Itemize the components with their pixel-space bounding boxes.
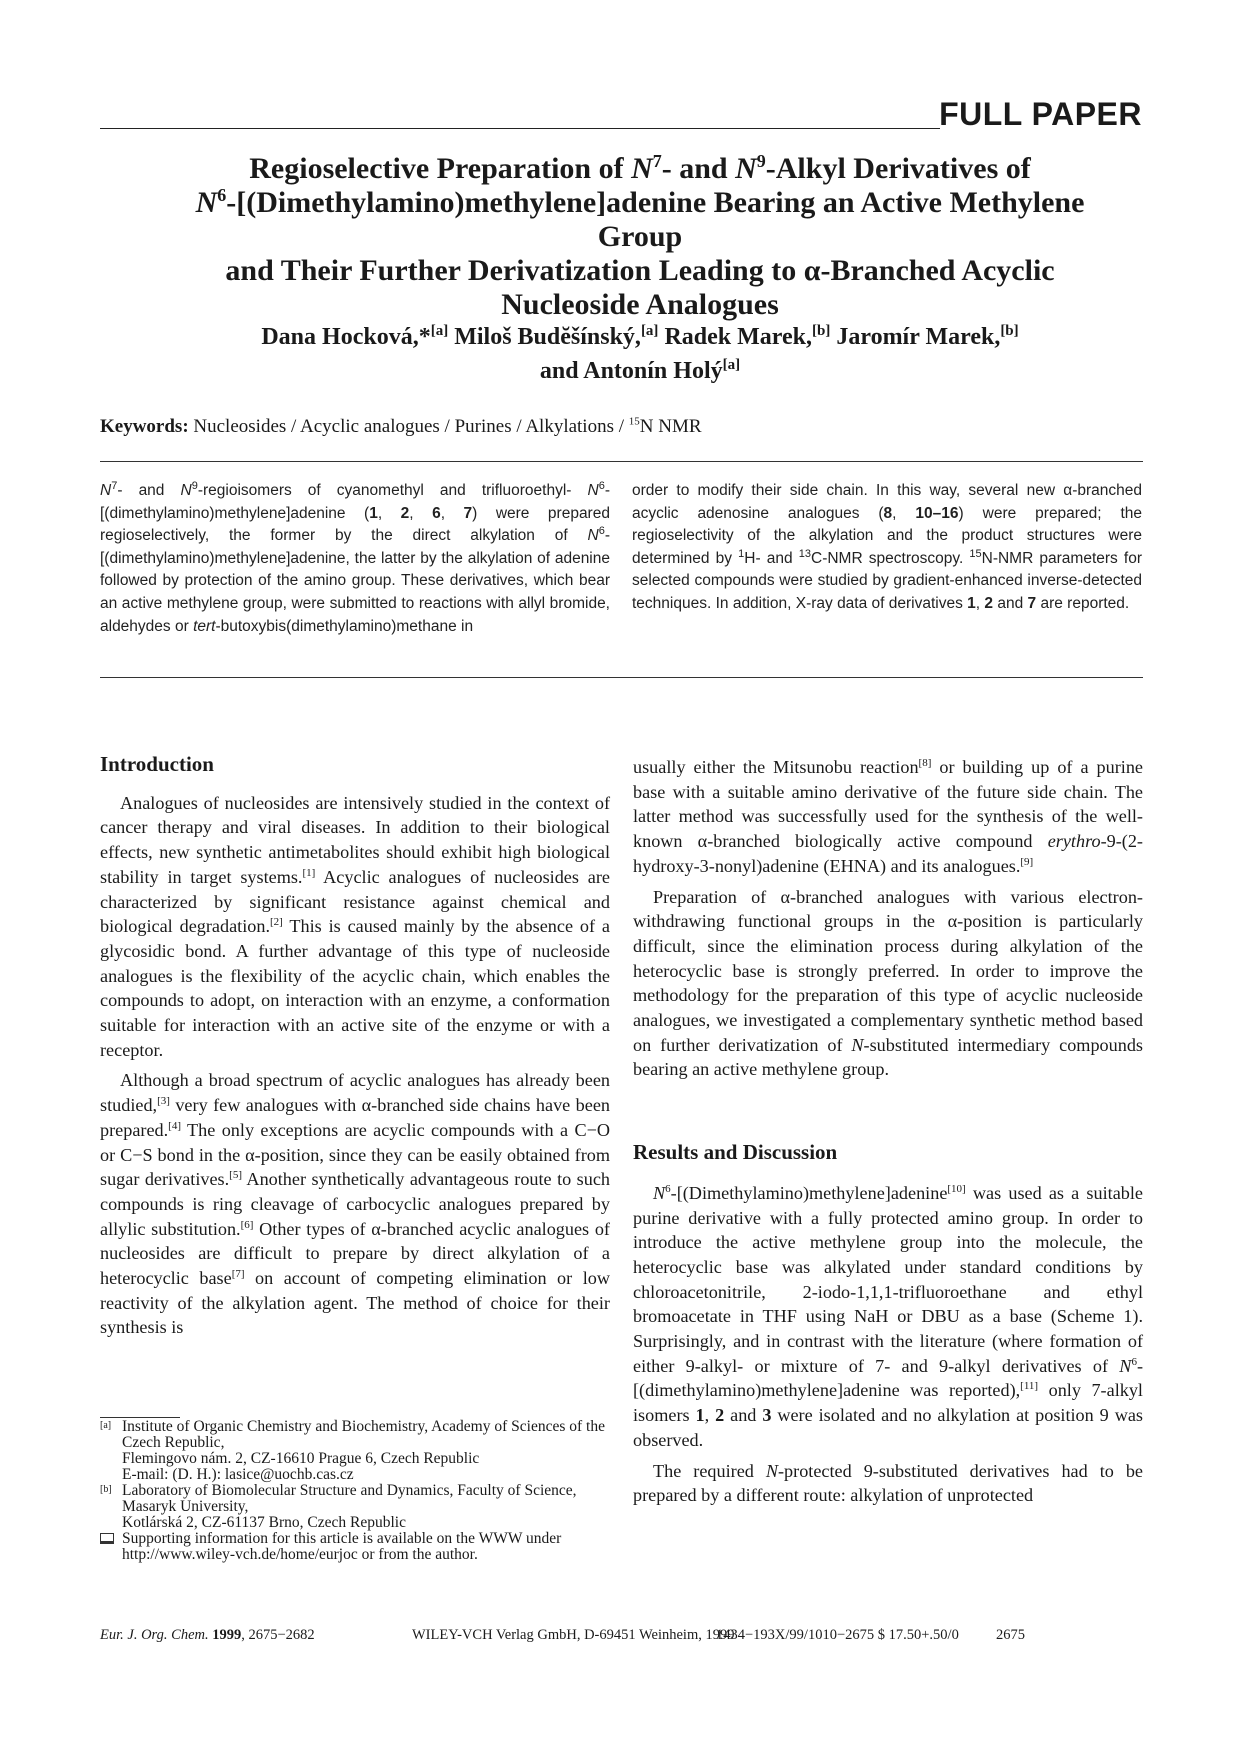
journal-citation: Eur. J. Org. Chem. 1999, 2675−2682 bbox=[100, 1627, 315, 1643]
section-label: FULL PAPER bbox=[939, 96, 1142, 132]
computer-icon bbox=[100, 1533, 114, 1544]
author-list: Dana Hocková,*[a] Miloš Budĕšínský,[a] Radek Marek,[b] Jaromír Marek,[b] and Antonín Holý[a] bbox=[261, 323, 1019, 384]
section-heading-introduction: Introduction bbox=[100, 752, 214, 776]
section-heading-results: Results and Discussion bbox=[633, 1140, 838, 1165]
issn: 1434−193X/99/1010−2675 $ 17.50+.50/0 bbox=[716, 1627, 959, 1643]
footnote-a: [a] Institute of Organic Chemistry and Biochemistry, Academy of Sciences of the Czech Republic, Flemingovo nám. 2, CZ-16610 Prague 6, Czech Republic E-mail: (D. H.): lasice@uochb.cas.cz bbox=[100, 1418, 605, 1483]
abstract-left: $N^7-$ and $N^9$-regioisomers of cyanomethyl and trifluoroethyl- $N^6-[(dimethylamino)methylene]adenine$ (1, 2, 6, 7) were prepared regioselectively, the former by the direct alkylation of $N^6-[(dimethylamino)methylene]adenine$, the latter by the alkylation of adenine followed by protection of the amino group. These derivatives, which bear an active methylene group, were submitted to reactions with allyl bromide, aldehydes or tert-butoxybis(dimethylamino)methane in bbox=[100, 479, 611, 635]
header-rule bbox=[100, 128, 940, 129]
keywords: Keywords: Nucleosides / Acyclic analogues / Purines / Alkylations / $^{15}$N NMR bbox=[100, 415, 702, 437]
footnote-b: [b] Laboratory of Biomolecular Structure and Dynamics, Faculty of Science, Masaryk University, Kotlárská 2, CZ-61137 Brno, Czech Republic bbox=[100, 1482, 577, 1531]
footnotes bbox=[100, 1419, 610, 1563]
paragraph: Analogues of nucleosides are intensively studied in the context of cancer therapy and viral diseases. In addition to their biological effects, new synthetic antimetabolites should exhibit high biological stability in target systems.[1] Acyclic analogues of nucleosides are characterized by significant resistance against chemical and biological degradation.[2] This is caused mainly by the absence of a glycosidic bond. A further advantage of this type of nucleoside analogues is the flexibility of the acyclic chain, which enables the compounds to adopt, on interaction with an enzyme, a conformation suitable for interaction with an active site of the enzyme or with a receptor. bbox=[100, 792, 610, 1060]
paragraph: Preparation of α-branched analogues with various electron-withdrawing functional groups in the α-position is particularly difficult, since the elimination process during alkylation of the heterocyclic base is strongly preferred. In order to improve the methodology for the preparation of this type of acyclic nucleoside analogues, we investigated a complementary synthetic method based on further derivatization of N-substituted intermediary compounds bearing an active methylene group. bbox=[633, 886, 1143, 1080]
paragraph: The required N-protected 9-substituted derivatives had to be prepared by a different route: alkylation of unprotected bbox=[633, 1460, 1143, 1506]
paragraph: $N^6-[(Dimethylamino)methylene]adenine[10]$ was used as a suitable purine derivative with a fully protected amino group. In order to introduce the active methylene group into the molecule, the heterocyclic base was alkylated under standard conditions by chloroacetonitrile, 2-iodo-1,1,1-trifluoroethane and ethyl bromoacetate in THF using NaH or DBU as a base (Scheme 1). Surprisingly, and in contrast with the literature (where formation of either 9-alkyl- or mixture of 7- and 9-alkyl derivatives of $N^6-[(dimethylamino)methylene]adenine$ was reported),[11] only 7-alkyl isomers 1, 2 and 3 were isolated and no alkylation at position 9 was observed. bbox=[633, 1182, 1143, 1450]
abstract-top-rule bbox=[100, 461, 1143, 462]
abstract-bottom-rule bbox=[100, 677, 1143, 678]
abstract-right: order to modify their side chain. In this way, several new α-branched acyclic adenosine analogues (8, 10–16) were prepared; the regioselectivity of the alkylation and the product structures were determined by $^1$H- and $^{13}$C-NMR spectroscopy. $^{15}$N-NMR parameters for selected compounds were studied by gradient-enhanced inverse-detected techniques. In addition, X-ray data of derivatives 1, 2 and 7 are reported. bbox=[632, 482, 1142, 612]
footnote-supporting-info: Supporting information for this article is available on the WWW under http://www.wiley-vch.de/home/eurjoc or from the author. bbox=[100, 1531, 610, 1563]
left-column bbox=[100, 752, 610, 1340]
page-number: 2675 bbox=[996, 1627, 1025, 1643]
publisher: WILEY-VCH Verlag GmbH, D-69451 Weinheim, 1999 bbox=[412, 1627, 735, 1643]
article-title: Regioselective Preparation of $N^7-$ and $N^9$-Alkyl Derivatives of $N^6-[(Dimethylamino)methylene]adenine$ Bearing an Active Methylene Group and Their Further Derivatization Leading to α-Branched Acyclic Nucleoside Analogues bbox=[195, 151, 1085, 321]
paragraph: Although a broad spectrum of acyclic analogues has already been studied,[3] very few analogues with α-branched side chains have been prepared.[4] The only exceptions are acyclic compounds with a C−O or C−S bond in the α-position, since they can be easily obtained from sugar derivatives.[5] Another synthetically advantageous route to such compounds is ring cleavage of carbocyclic analogues prepared by allylic substitution.[6] Other types of α-branched acyclic analogues of nucleosides are difficult to prepare by direct alkylation of a heterocyclic base[7] on account of competing elimination or low reactivity of the alkylation agent. The method of choice for their synthesis is bbox=[100, 1070, 610, 1338]
paragraph: usually either the Mitsunobu reaction[8] or building up of a purine base with a suitable amino derivative of the future side chain. The latter method was successfully used for the synthesis of the well-known α-branched biologically active compound erythro-9-(2-hydroxy-3-nonyl)adenine (EHNA) and its analogues.[9] bbox=[633, 756, 1143, 876]
right-column bbox=[633, 755, 1143, 1508]
